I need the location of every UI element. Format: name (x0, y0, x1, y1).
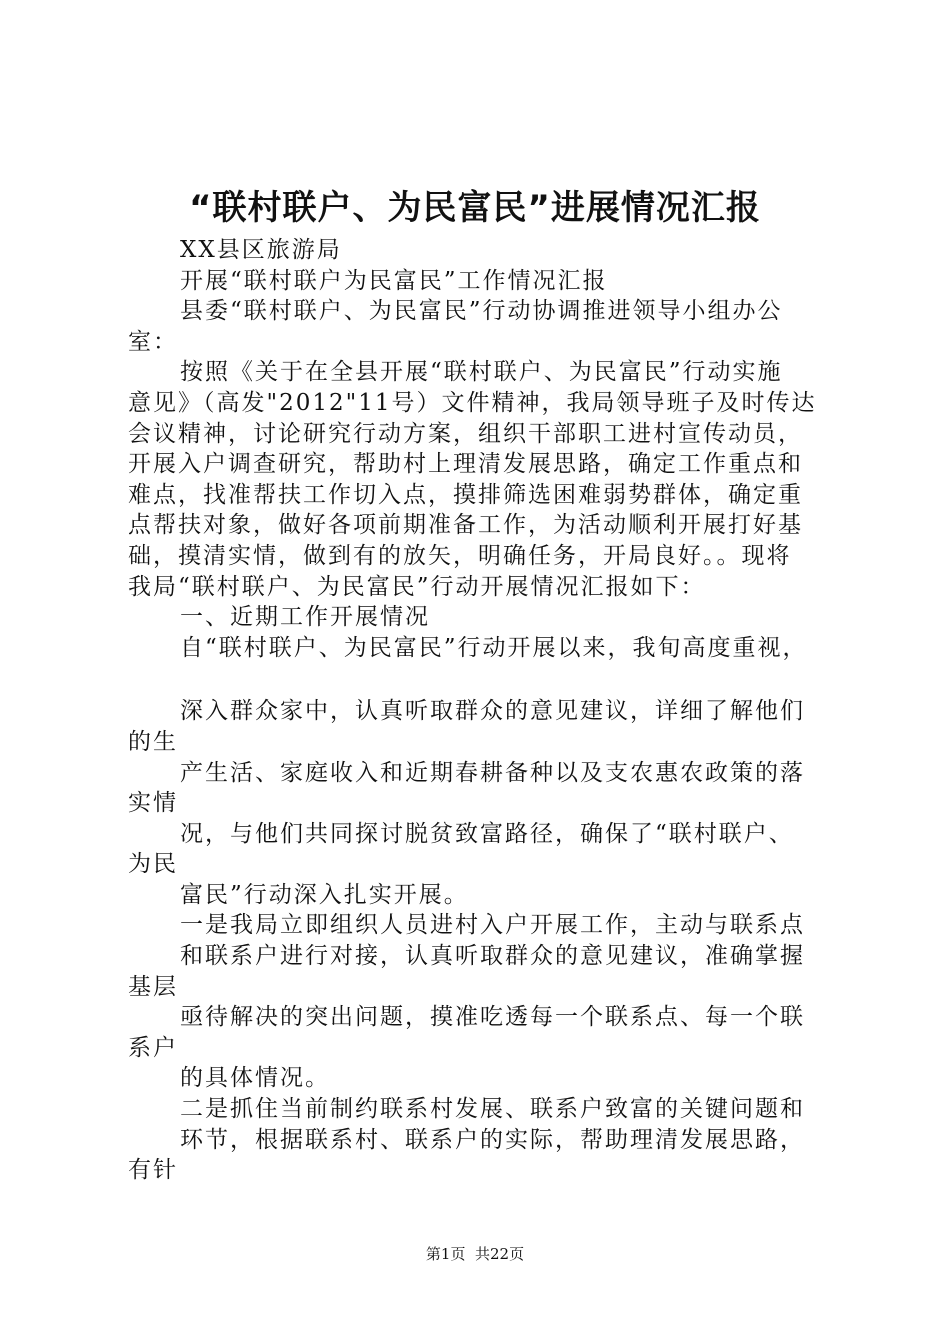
document-body (128, 235, 840, 1186)
paragraph-line: 二是抓住当前制约联系村发展、联系户致富的关键问题和 (180, 1096, 805, 1123)
paragraph-line: 为民 (128, 851, 178, 878)
paragraph-line: 系户 (128, 1034, 178, 1061)
section-heading: 一、近期工作开展情况 (180, 604, 430, 631)
paragraph-line: 开展入户调查研究，帮助村上理清发展思路，确定工作重点和 (128, 451, 803, 478)
paragraph-line: 我局“联村联户、为民富民”行动开展情况汇报如下： (128, 573, 706, 600)
subtitle-line: 开展“联村联户为民富民”工作情况汇报 (180, 267, 608, 294)
paragraph-line: 会议精神，讨论研究行动方案，组织干部职工进村宣传动员， (128, 420, 803, 447)
paragraph-line: 的具体情况。 (180, 1065, 330, 1092)
paragraph-line: 和联系户进行对接，认真听取群众的意见建议，准确掌握 (180, 943, 805, 970)
paragraph-line: 环节，根据联系村、联系户的实际，帮助理清发展思路， (180, 1126, 805, 1153)
paragraph-line: 有针 (128, 1157, 178, 1184)
paragraph-gap (128, 663, 840, 696)
paragraph-line: 富民”行动深入扎实开展。 (180, 881, 469, 908)
paragraph-line: 的生 (128, 728, 178, 755)
paragraph-line: 一是我局立即组织人员进村入户开展工作，主动与联系点 (180, 912, 805, 939)
paragraph-line: 按照《关于在全县开展“联村联户、为民富民”行动实施 (180, 359, 783, 386)
author-line: XX县区旅游局 (180, 237, 342, 263)
paragraph-line: 意见》（高发"2012"11号）文件精神，我局领导班子及时传达 (128, 389, 817, 416)
paragraph-line: 难点，找准帮扶工作切入点，摸排筛选困难弱势群体，确定重 (128, 481, 803, 508)
paragraph-line: 基层 (128, 973, 178, 1000)
paragraph-line: 亟待解决的突出问题，摸准吃透每一个联系点、每一个联 (180, 1004, 805, 1031)
paragraph-line: 产生活、家庭收入和近期春耕备种以及支农惠农政策的落 (180, 759, 805, 786)
paragraph-line: 实情 (128, 790, 178, 817)
paragraph-line: 础，摸清实情，做到有的放矢，明确任务，开局良好。。现将 (128, 542, 792, 569)
paragraph-line: 况，与他们共同探讨脱贫致富路径，确保了“联村联户、 (180, 820, 794, 847)
page-number-footer: 第1页 共22页 (425, 1245, 525, 1263)
addressee-line-cont: 室： (128, 328, 178, 355)
addressee-line: 县委“联村联户、为民富民”行动协调推进领导小组办公 (180, 298, 783, 325)
document-title: “联村联户、为民富民”进展情况汇报 (189, 188, 761, 228)
paragraph-line: 自“联村联户、为民富民”行动开展以来，我旬高度重视， (180, 634, 808, 661)
paragraph-line: 深入群众家中，认真听取群众的意见建议，详细了解他们 (180, 698, 805, 725)
paragraph-line: 点帮扶对象，做好各项前期准备工作，为活动顺利开展打好基 (128, 512, 803, 539)
